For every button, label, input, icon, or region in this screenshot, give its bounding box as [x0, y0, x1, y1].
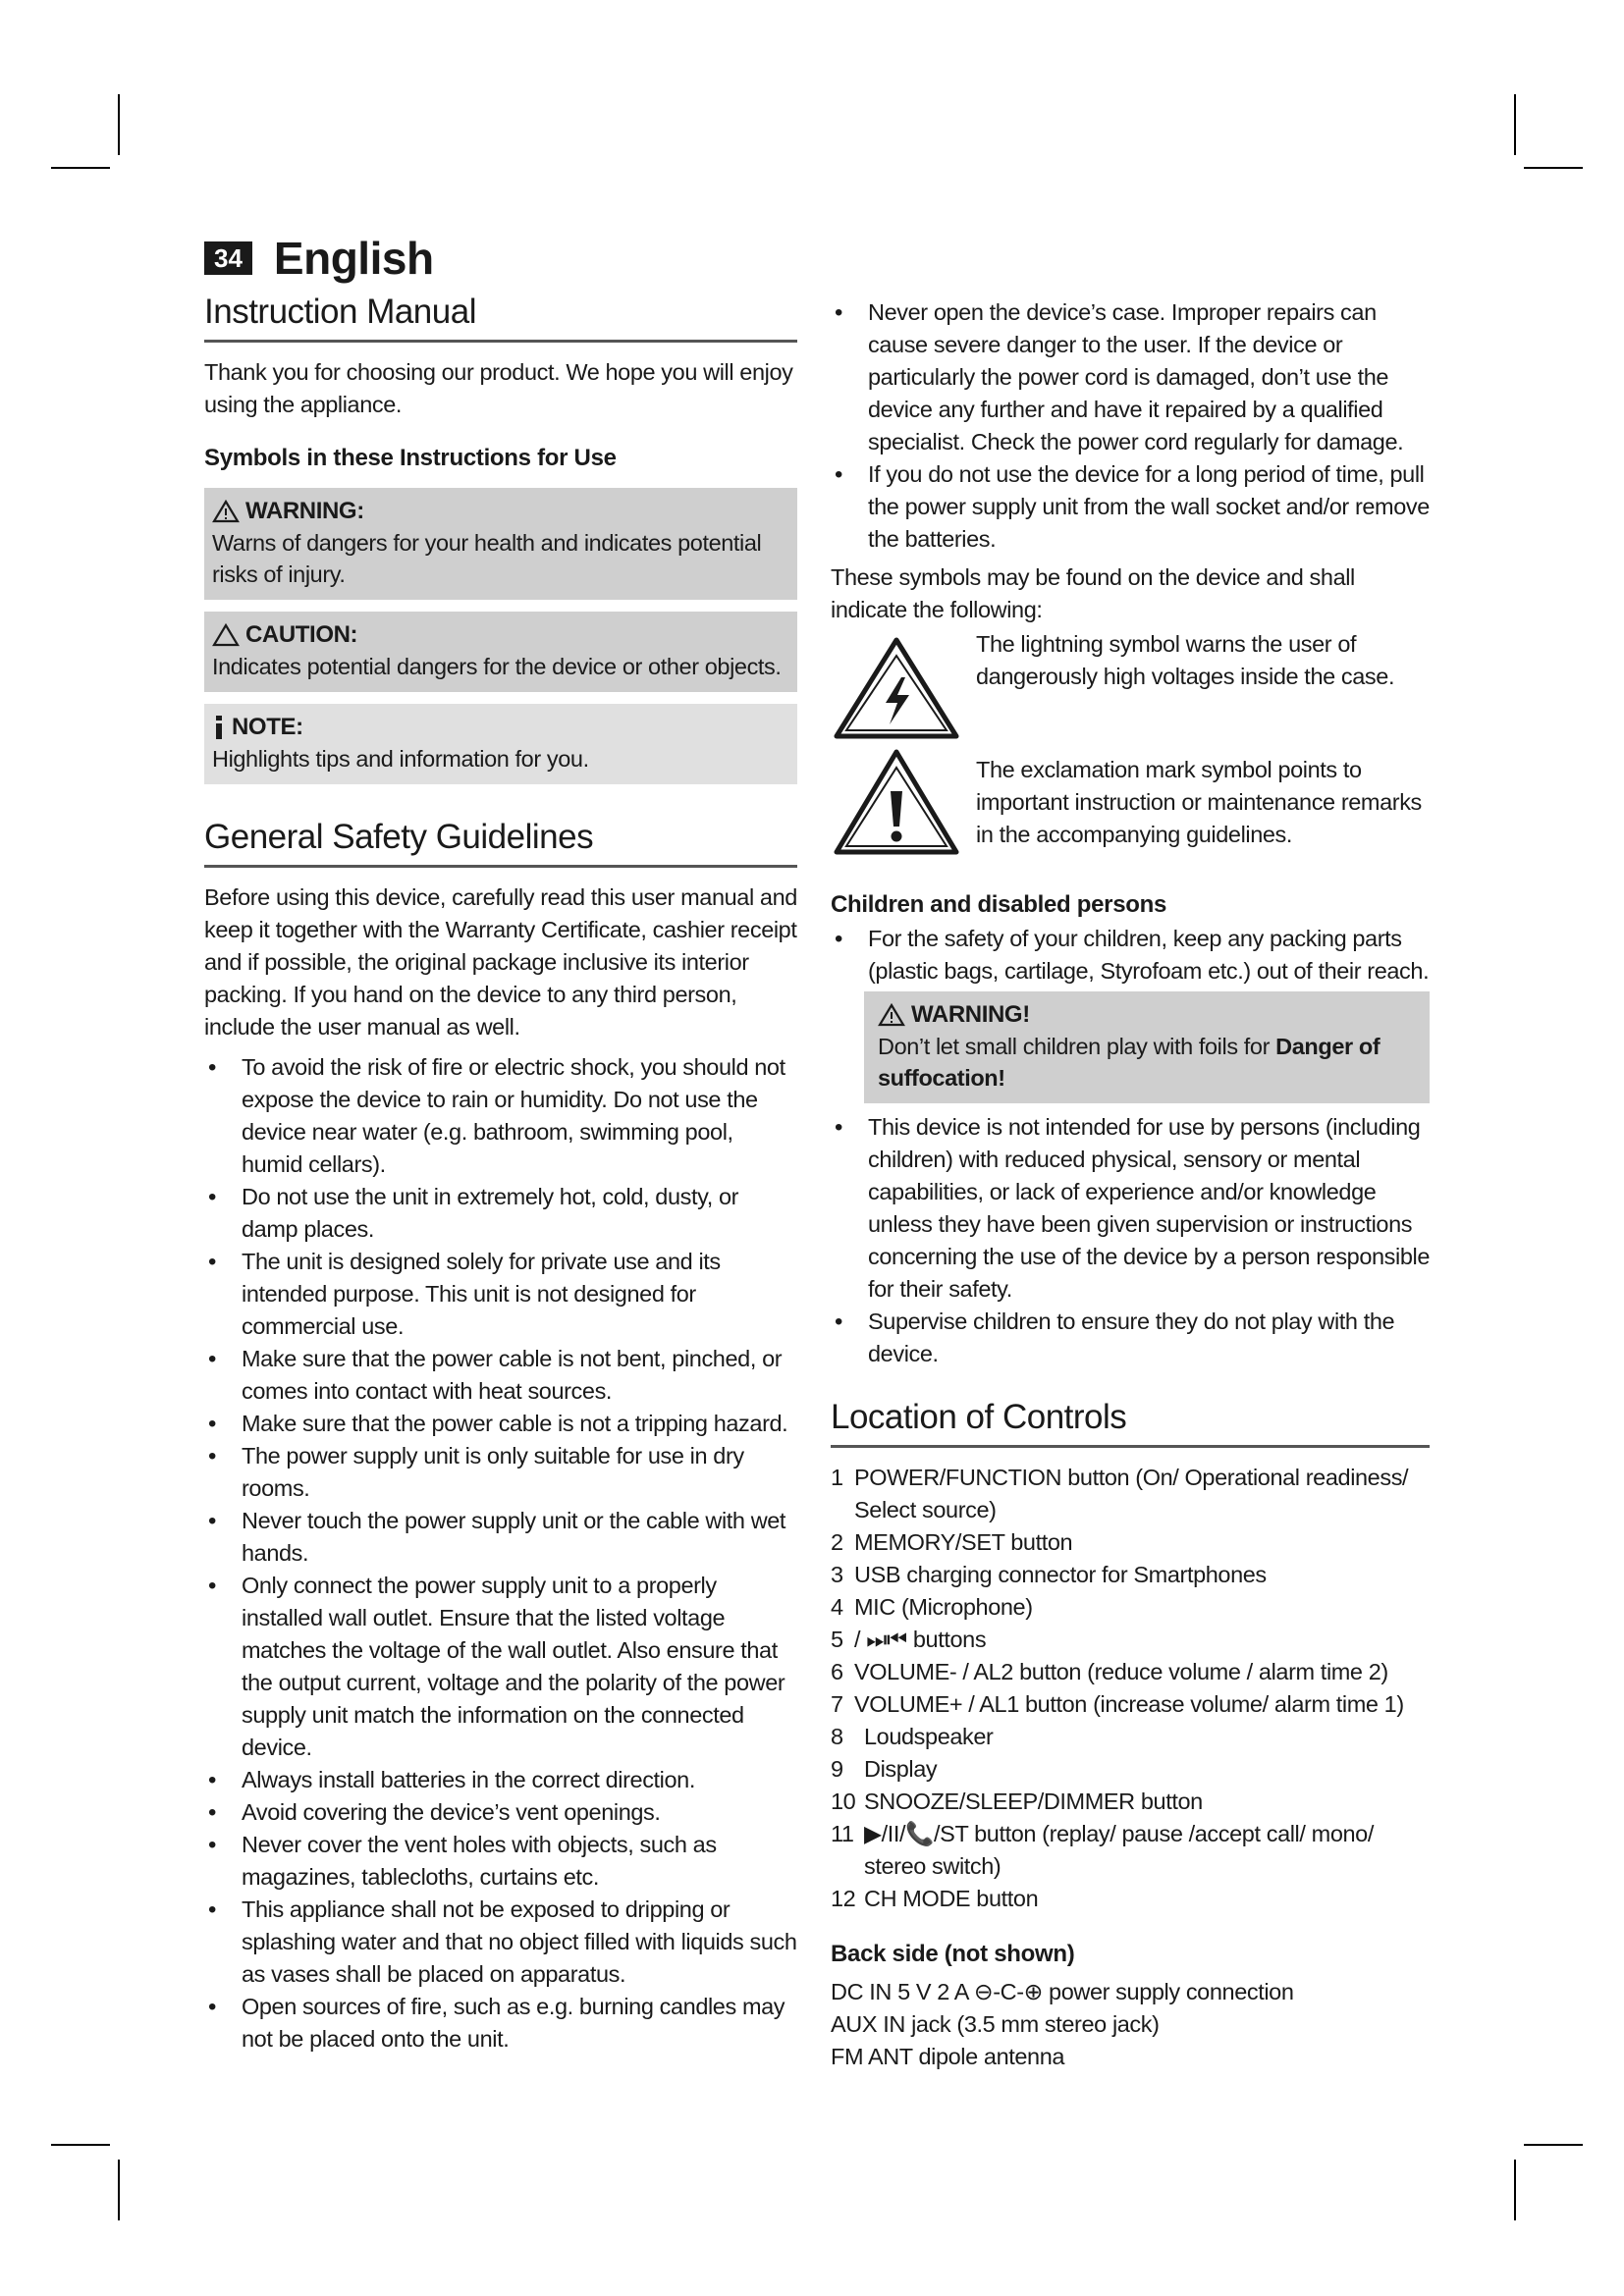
list-item: • This appliance shall not be exposed to dripping or splashing water and that no object filled with liquids such as vases shall be placed on apparatus.	[204, 1894, 797, 1991]
item-number: 7	[831, 1691, 843, 1717]
list-item: • Do not use the unit in extremely hot, cold, dusty, or damp places.	[204, 1181, 797, 1246]
item-number: 1	[831, 1465, 843, 1490]
list-item	[831, 1688, 1430, 1721]
safety-list	[204, 1051, 797, 2056]
crop-mark	[118, 2160, 120, 2220]
warning-box	[204, 488, 797, 600]
child-warning-body: Don’t let small children play with foils for	[878, 1034, 1276, 1059]
note-title-text: NOTE:	[232, 714, 303, 740]
warning-text: Warns of dangers for your health and indicates potential risks of injury.	[212, 530, 762, 587]
item-text: Display	[864, 1756, 938, 1782]
back-side-heading: Back side (not shown)	[831, 1941, 1075, 1967]
info-icon	[212, 715, 226, 740]
children-list-2	[831, 1111, 1430, 1370]
item-number: 10	[831, 1789, 856, 1814]
list-item: • Never open the device’s case. Improper repairs can cause severe danger to the user. If the device or particularly the power cord is damaged, don’t use the device any further and have it repaired by a qualified specialist. Check the power cord regularly for damage.	[831, 296, 1430, 458]
item-text: SNOOZE/SLEEP/DIMMER button	[864, 1789, 1203, 1814]
list-item	[831, 1786, 1430, 1818]
item-number: 3	[831, 1562, 843, 1587]
list-item: • Make sure that the power cable is not bent, pinched, or comes into contact with heat sources.	[204, 1343, 797, 1408]
crop-mark	[1524, 2144, 1583, 2146]
list-item: • To avoid the risk of fire or electric shock, you should not expose the device to rain or humidity. Do not use the device near water (e.g. bathroom, swimming pool, humid cellars).	[204, 1051, 797, 1181]
safety-title: General Safety Guidelines	[204, 818, 797, 868]
child-warning-emphasis: Danger of suffocation!	[878, 1034, 1380, 1091]
intro-text: Thank you for choosing our product. We hope you will enjoy using the appliance.	[204, 359, 793, 417]
note-box	[204, 704, 797, 784]
crop-mark	[1514, 2160, 1516, 2220]
list-item: • Never cover the vent holes with objects, such as magazines, tablecloths, curtains etc.	[204, 1829, 797, 1894]
item-number: 12	[831, 1886, 856, 1911]
exclamation-text: The exclamation mark symbol points to important instruction or maintenance remarks in the accompanying guidelines.	[976, 757, 1422, 847]
item-text: Loudspeaker	[864, 1724, 994, 1749]
list-item	[831, 1753, 1430, 1786]
child-warning-title-text: WARNING!	[911, 1001, 1030, 1028]
child-warning-box	[864, 991, 1430, 1103]
children-list-1	[831, 923, 1430, 988]
item-text: / ⏭⏮ buttons	[854, 1627, 987, 1652]
item-number: 2	[831, 1529, 843, 1555]
crop-mark	[1524, 167, 1583, 169]
item-text: VOLUME+ / AL1 button (increase volume/ alarm time 1)	[854, 1691, 1404, 1717]
note-title	[212, 712, 789, 743]
controls-list	[831, 1462, 1430, 1915]
crop-mark	[51, 167, 110, 169]
child-warning-title	[878, 999, 1422, 1031]
top-safety-list	[831, 296, 1430, 556]
caution-title-text: CAUTION:	[245, 621, 358, 648]
lightning-warning-icon	[831, 634, 962, 742]
instruction-manual-title: Instruction Manual	[204, 293, 797, 343]
caution-box	[204, 612, 797, 692]
list-item: • If you do not use the device for a long period of time, pull the power supply unit from the wall socket and/or remove the batteries.	[831, 458, 1430, 556]
list-item	[831, 1721, 1430, 1753]
list-item: • Never touch the power supply unit or the cable with wet hands.	[204, 1505, 797, 1570]
list-item: • Supervise children to ensure they do not play with the device.	[831, 1306, 1430, 1370]
item-text: USB charging connector for Smartphones	[854, 1562, 1267, 1587]
list-item: • For the safety of your children, keep any packing parts (plastic bags, cartilage, Styrofoam etc.) out of their reach.	[831, 923, 1430, 988]
controls-title: Location of Controls	[831, 1398, 1430, 1448]
item-number: 8	[831, 1724, 843, 1749]
list-item	[831, 1624, 1430, 1656]
page-header	[204, 232, 434, 285]
list-item	[831, 1883, 1430, 1915]
page-number: 34	[204, 241, 252, 275]
crop-mark	[118, 94, 120, 155]
list-item: • Avoid covering the device’s vent openings.	[204, 1796, 797, 1829]
crop-mark	[1514, 94, 1516, 155]
exclamation-warning-icon	[831, 746, 962, 858]
note-text: Highlights tips and information for you.	[212, 746, 589, 772]
caution-title	[212, 619, 789, 651]
back-side-line: AUX IN jack (3.5 mm stereo jack)	[831, 2011, 1160, 2037]
list-item	[831, 1559, 1430, 1591]
item-text: ▶/II/📞/ST button (replay/ pause /accept call/ mono/ stereo switch)	[864, 1821, 1374, 1879]
back-side-line: DC IN 5 V 2 A ⊖-C-⊕ power supply connection	[831, 1979, 1294, 2004]
item-text: MIC (Microphone)	[854, 1594, 1033, 1620]
list-item: • Open sources of fire, such as e.g. burning candles may not be placed onto the unit.	[204, 1991, 797, 2056]
item-text: MEMORY/SET button	[854, 1529, 1073, 1555]
item-number: 9	[831, 1756, 843, 1782]
list-item	[831, 1591, 1430, 1624]
caution-triangle-icon	[212, 623, 240, 647]
list-item: • The unit is designed solely for private use and its intended purpose. This unit is not designed for commercial use.	[204, 1246, 797, 1343]
safety-intro: Before using this device, carefully read this user manual and keep it together with the Warranty Certificate, cashier receipt and if possible, the original package inclusive its interior packing. If you hand on the device to any third person, include the user manual as well.	[204, 884, 797, 1040]
exclamation-symbol-block	[831, 746, 1430, 858]
warning-triangle-icon	[878, 1003, 905, 1027]
list-item	[831, 1462, 1430, 1526]
item-text: CH MODE button	[864, 1886, 1039, 1911]
list-item	[831, 1818, 1430, 1883]
item-number: 11	[831, 1821, 854, 1846]
children-heading: Children and disabled persons	[831, 891, 1167, 918]
back-side-line: FM ANT dipole antenna	[831, 2044, 1065, 2069]
item-text: VOLUME- / AL2 button (reduce volume / alarm time 2)	[854, 1659, 1388, 1684]
list-item	[831, 1526, 1430, 1559]
item-number: 6	[831, 1659, 843, 1684]
item-text: POWER/FUNCTION button (On/ Operational readiness/ Select source)	[854, 1465, 1409, 1522]
item-number: 5	[831, 1627, 843, 1652]
list-item: • Make sure that the power cable is not a tripping hazard.	[204, 1408, 797, 1440]
warning-title-text: WARNING:	[245, 498, 364, 524]
warning-triangle-icon	[212, 500, 240, 523]
symbols-heading: Symbols in these Instructions for Use	[204, 445, 617, 471]
list-item	[831, 1656, 1430, 1688]
symbols-intro: These symbols may be found on the device and shall indicate the following:	[831, 564, 1355, 622]
list-item: • This device is not intended for use by persons (including children) with reduced physical, sensory or mental capabilities, or lack of experience and/or knowledge unless they have been given supervision or instructions concerning the use of the device by a person responsible for their safety.	[831, 1111, 1430, 1306]
crop-mark	[51, 2144, 110, 2146]
left-column	[204, 293, 797, 2056]
warning-title	[212, 496, 789, 527]
right-column	[831, 296, 1430, 2073]
lightning-symbol-block	[831, 631, 1430, 742]
caution-text: Indicates potential dangers for the device or other objects.	[212, 654, 782, 679]
lightning-text: The lightning symbol warns the user of dangerously high voltages inside the case.	[976, 631, 1395, 689]
list-item: • Always install batteries in the correct direction.	[204, 1764, 797, 1796]
list-item: • The power supply unit is only suitable for use in dry rooms.	[204, 1440, 797, 1505]
child-warning-text	[878, 1031, 1422, 1094]
list-item: • Only connect the power supply unit to a properly installed wall outlet. Ensure that the listed voltage matches the voltage of the wall outlet. Also ensure that the output current, voltage and the polarity of the power supply unit match the information on the connected device.	[204, 1570, 797, 1764]
language-title: English	[273, 233, 434, 284]
item-number: 4	[831, 1594, 843, 1620]
